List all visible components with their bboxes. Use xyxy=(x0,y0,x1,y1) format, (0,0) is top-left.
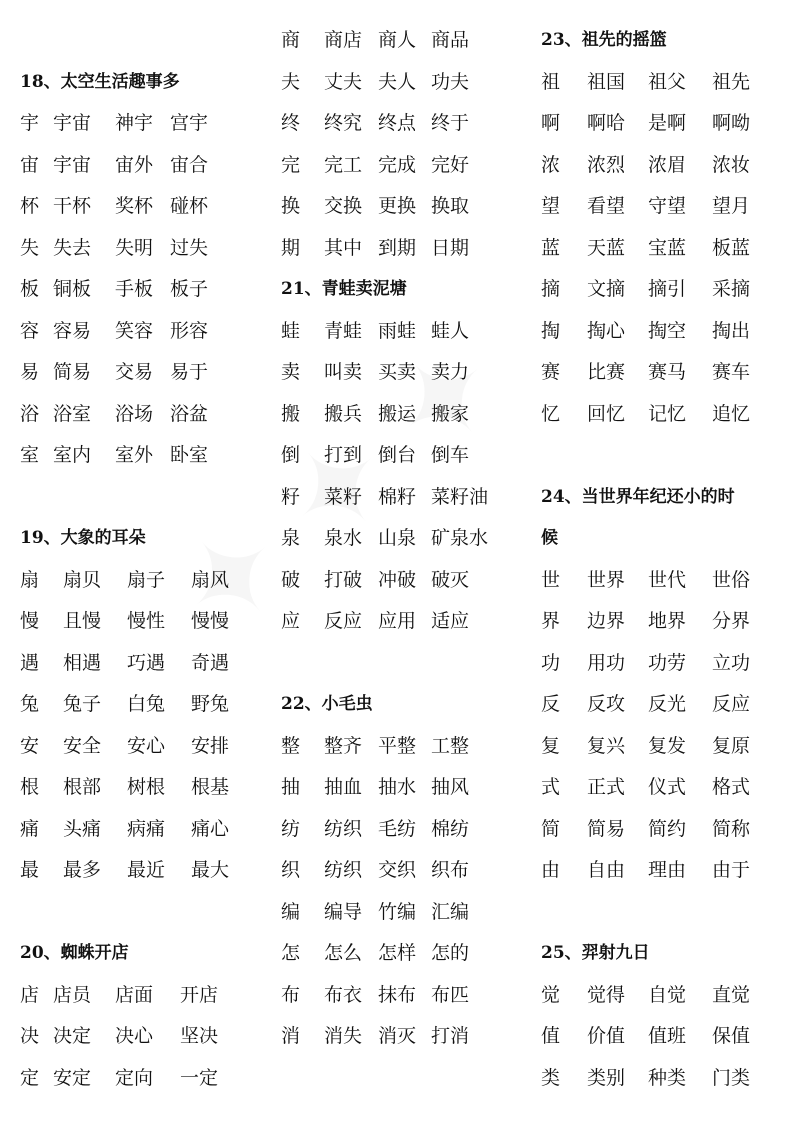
character: 定 xyxy=(20,1066,40,1089)
word: 祖先 xyxy=(712,70,751,93)
word: 仪式 xyxy=(648,776,687,798)
word: 根基 xyxy=(191,776,230,798)
character: 浓 xyxy=(541,153,561,176)
word: 值班 xyxy=(648,1025,687,1047)
word: 安全 xyxy=(63,734,102,757)
word: 守望 xyxy=(648,195,687,217)
word: 夫人 xyxy=(378,70,417,93)
word: 祖国 xyxy=(587,70,626,93)
word: 终究 xyxy=(324,112,363,134)
word: 开店 xyxy=(180,983,219,1006)
word: 慢慢 xyxy=(191,610,230,632)
character: 换 xyxy=(281,195,301,217)
word: 矿泉水 xyxy=(431,527,489,549)
word: 扇子 xyxy=(127,568,166,591)
word: 世界 xyxy=(587,568,626,591)
word: 由于 xyxy=(712,859,751,881)
word: 安心 xyxy=(127,734,166,757)
word: 树根 xyxy=(127,776,166,798)
character: 决 xyxy=(20,1025,40,1047)
word: 觉得 xyxy=(587,983,626,1006)
word: 打到 xyxy=(324,444,363,466)
character: 倒 xyxy=(281,444,301,466)
word: 怎样 xyxy=(378,942,417,964)
character: 消 xyxy=(281,1025,301,1047)
character: 赛 xyxy=(541,361,561,383)
word: 摘引 xyxy=(648,278,687,300)
word: 啊呦 xyxy=(712,112,751,134)
word: 室外 xyxy=(115,444,154,466)
word: 野兔 xyxy=(191,693,230,715)
character: 编 xyxy=(281,900,301,923)
character: 抽 xyxy=(281,776,301,798)
word: 简称 xyxy=(712,817,751,840)
character: 蓝 xyxy=(541,236,561,259)
word: 到期 xyxy=(378,236,417,259)
word: 终于 xyxy=(431,112,470,134)
character: 终 xyxy=(281,112,301,134)
word: 浓妆 xyxy=(712,153,751,176)
word: 掏空 xyxy=(648,319,687,342)
word: 商店 xyxy=(324,29,363,51)
word: 工整 xyxy=(431,734,470,757)
word: 消失 xyxy=(324,1025,363,1047)
word: 抽水 xyxy=(378,776,417,798)
word: 宇宙 xyxy=(53,112,92,134)
word: 分界 xyxy=(712,610,751,632)
word: 直觉 xyxy=(712,983,751,1006)
word: 是啊 xyxy=(648,112,687,134)
word: 看望 xyxy=(587,195,626,217)
word: 铜板 xyxy=(53,278,92,300)
word: 竹编 xyxy=(378,900,417,923)
word: 交换 xyxy=(324,195,363,217)
word: 店员 xyxy=(53,983,92,1006)
character: 望 xyxy=(541,195,561,217)
character: 失 xyxy=(20,236,40,259)
word: 打破 xyxy=(324,568,363,591)
word: 简约 xyxy=(648,817,687,840)
word: 望月 xyxy=(712,195,751,217)
word: 打消 xyxy=(431,1025,470,1047)
character: 痛 xyxy=(20,817,40,840)
character: 由 xyxy=(541,859,561,881)
word: 形容 xyxy=(170,319,209,342)
word: 理由 xyxy=(648,859,687,881)
word: 消灭 xyxy=(378,1025,417,1047)
word: 整齐 xyxy=(324,734,363,757)
word: 纺织 xyxy=(324,859,363,881)
character: 容 xyxy=(20,319,40,342)
word: 比赛 xyxy=(587,361,626,383)
word: 卖力 xyxy=(431,361,470,383)
word: 青蛙 xyxy=(324,319,363,342)
character: 板 xyxy=(20,278,40,300)
word: 怎么 xyxy=(324,942,363,964)
character: 掏 xyxy=(541,319,561,342)
word: 巧遇 xyxy=(127,651,166,674)
word: 毛纺 xyxy=(378,817,417,840)
character: 忆 xyxy=(541,402,561,425)
character: 值 xyxy=(541,1025,561,1047)
word: 追忆 xyxy=(712,402,751,425)
word: 倒台 xyxy=(378,444,417,466)
character: 简 xyxy=(541,817,561,840)
word: 世俗 xyxy=(712,568,751,591)
word: 宙外 xyxy=(115,153,154,176)
word: 复发 xyxy=(648,734,687,757)
character: 泉 xyxy=(281,527,301,549)
word: 功夫 xyxy=(431,70,470,93)
word: 室内 xyxy=(53,444,92,466)
word: 保值 xyxy=(712,1025,751,1047)
word: 浓眉 xyxy=(648,153,687,176)
word: 适应 xyxy=(431,610,470,632)
character: 最 xyxy=(20,859,40,881)
character: 扇 xyxy=(20,568,40,591)
character: 啊 xyxy=(541,112,561,134)
word: 坚决 xyxy=(180,1025,219,1047)
word: 简易 xyxy=(53,361,92,383)
word: 编导 xyxy=(324,900,363,923)
character: 破 xyxy=(281,568,301,591)
word: 痛心 xyxy=(191,817,230,840)
word: 掏心 xyxy=(587,319,626,342)
word: 定向 xyxy=(115,1066,154,1089)
word: 汇编 xyxy=(431,900,470,923)
word: 丈夫 xyxy=(324,70,363,93)
lesson-title: 18、太空生活趣事多 xyxy=(20,71,180,92)
word: 边界 xyxy=(587,610,626,632)
character: 卖 xyxy=(281,361,301,383)
word: 决定 xyxy=(53,1025,92,1047)
word: 世代 xyxy=(648,568,687,591)
word: 棉纺 xyxy=(431,817,470,840)
character: 纺 xyxy=(281,817,301,840)
word: 笑容 xyxy=(115,319,154,342)
word: 扇风 xyxy=(191,568,230,591)
word: 地界 xyxy=(648,610,687,632)
character: 遇 xyxy=(20,651,40,674)
word: 安定 xyxy=(53,1066,92,1089)
word: 宝蓝 xyxy=(648,236,687,259)
word: 织布 xyxy=(431,859,470,881)
character: 祖 xyxy=(541,70,561,93)
word: 病痛 xyxy=(127,817,166,840)
character: 蛙 xyxy=(281,319,301,342)
word: 最大 xyxy=(191,859,230,881)
word: 换取 xyxy=(431,195,470,217)
word: 完成 xyxy=(378,153,417,176)
word: 抽血 xyxy=(324,776,363,798)
word: 功劳 xyxy=(648,651,687,674)
character: 商 xyxy=(281,29,301,51)
word: 容易 xyxy=(53,319,92,342)
word: 种类 xyxy=(648,1066,687,1089)
character: 类 xyxy=(541,1066,561,1089)
word: 山泉 xyxy=(378,527,417,549)
word: 卧室 xyxy=(170,444,209,466)
character: 杯 xyxy=(20,195,40,217)
word: 搬运 xyxy=(378,402,417,425)
word: 碰杯 xyxy=(170,195,209,217)
word: 记忆 xyxy=(648,402,687,425)
character: 复 xyxy=(541,734,561,757)
word: 冲破 xyxy=(378,568,417,591)
word: 买卖 xyxy=(378,361,417,383)
character: 怎 xyxy=(281,942,301,964)
character: 兔 xyxy=(20,693,40,715)
word: 完好 xyxy=(431,153,470,176)
word: 泉水 xyxy=(324,527,363,549)
word: 抽风 xyxy=(431,776,470,798)
character: 期 xyxy=(281,236,301,259)
word: 菜籽油 xyxy=(431,485,489,508)
word: 白兔 xyxy=(127,693,166,715)
word: 易于 xyxy=(170,361,209,383)
character: 功 xyxy=(541,651,561,674)
word: 反攻 xyxy=(587,693,626,715)
word: 扇贝 xyxy=(63,568,102,591)
word: 掏出 xyxy=(712,319,751,342)
character: 店 xyxy=(20,983,40,1006)
word: 根部 xyxy=(63,776,102,798)
word: 天蓝 xyxy=(587,236,626,259)
word: 雨蛙 xyxy=(378,319,417,342)
word: 搬兵 xyxy=(324,402,363,425)
word: 反光 xyxy=(648,693,687,715)
word: 自觉 xyxy=(648,983,687,1006)
word: 最近 xyxy=(127,859,166,881)
word: 浓烈 xyxy=(587,153,626,176)
word: 抹布 xyxy=(378,983,417,1006)
word: 板蓝 xyxy=(712,236,751,259)
word: 搬家 xyxy=(431,402,470,425)
character: 世 xyxy=(541,568,561,591)
word: 自由 xyxy=(587,859,626,881)
word: 失去 xyxy=(53,236,92,259)
word: 失明 xyxy=(115,236,154,259)
word: 啊哈 xyxy=(587,112,626,134)
word: 应用 xyxy=(378,610,417,632)
word: 反应 xyxy=(324,610,363,632)
word: 交易 xyxy=(115,361,154,383)
character: 完 xyxy=(281,153,301,176)
character: 慢 xyxy=(20,610,40,632)
word: 奖杯 xyxy=(115,195,154,217)
character: 根 xyxy=(20,776,40,798)
word: 文摘 xyxy=(587,278,626,300)
word: 干杯 xyxy=(53,195,92,217)
word: 复兴 xyxy=(587,734,626,757)
character: 夫 xyxy=(281,70,301,93)
word: 头痛 xyxy=(63,817,102,840)
word: 反应 xyxy=(712,693,751,715)
word: 用功 xyxy=(587,651,626,674)
word: 怎的 xyxy=(431,942,470,964)
character: 摘 xyxy=(541,278,561,300)
character: 宇 xyxy=(20,112,40,134)
lesson-title: 22、小毛虫 xyxy=(281,694,373,714)
character: 织 xyxy=(281,859,301,881)
word: 浴场 xyxy=(115,402,154,425)
word: 更换 xyxy=(378,195,417,217)
character: 易 xyxy=(20,361,40,383)
word: 布衣 xyxy=(324,983,363,1006)
word: 简易 xyxy=(587,817,626,840)
character: 室 xyxy=(20,444,40,466)
word: 宙合 xyxy=(170,153,209,176)
word: 神宇 xyxy=(115,112,154,134)
word: 门类 xyxy=(712,1066,751,1089)
word: 浴盆 xyxy=(170,402,209,425)
character: 籽 xyxy=(281,485,301,508)
word: 宫宇 xyxy=(170,112,209,134)
word: 兔子 xyxy=(63,693,102,715)
word: 奇遇 xyxy=(191,651,230,674)
character: 搬 xyxy=(281,402,301,425)
word: 赛车 xyxy=(712,361,751,383)
word: 一定 xyxy=(180,1066,219,1089)
character: 布 xyxy=(281,983,301,1006)
word: 采摘 xyxy=(712,278,751,300)
word: 其中 xyxy=(324,236,363,259)
word: 立功 xyxy=(712,651,751,674)
character: 整 xyxy=(281,734,301,757)
word: 安排 xyxy=(191,734,230,757)
lesson-title: 25、羿射九日 xyxy=(541,943,650,963)
lesson-title: 候 xyxy=(541,528,558,548)
word: 格式 xyxy=(712,776,751,798)
word: 回忆 xyxy=(587,402,626,425)
word: 祖父 xyxy=(648,70,687,93)
word: 日期 xyxy=(431,236,470,259)
word: 倒车 xyxy=(431,444,470,466)
word: 慢性 xyxy=(127,610,166,632)
character: 觉 xyxy=(541,983,561,1006)
word: 宇宙 xyxy=(53,153,92,176)
character: 宙 xyxy=(20,153,40,176)
word: 完工 xyxy=(324,153,363,176)
word: 板子 xyxy=(170,278,209,300)
word: 决心 xyxy=(115,1025,154,1047)
word: 价值 xyxy=(587,1025,626,1047)
word: 纺织 xyxy=(324,817,363,840)
character: 浴 xyxy=(20,402,40,425)
word: 商品 xyxy=(431,29,470,51)
lesson-title: 20、蜘蛛开店 xyxy=(20,943,129,963)
lesson-title: 21、青蛙卖泥塘 xyxy=(281,279,407,299)
word: 店面 xyxy=(115,983,154,1006)
word: 棉籽 xyxy=(378,485,417,508)
word: 且慢 xyxy=(63,610,102,632)
word: 手板 xyxy=(115,278,154,300)
character: 式 xyxy=(541,776,561,798)
character: 界 xyxy=(541,610,561,632)
word: 商人 xyxy=(378,29,417,51)
word: 交织 xyxy=(378,859,417,881)
lesson-title: 24、当世界年纪还小的时 xyxy=(541,486,735,507)
character: 安 xyxy=(20,734,40,757)
word: 平整 xyxy=(378,734,417,757)
character: 应 xyxy=(281,610,301,632)
word: 布匹 xyxy=(431,983,470,1006)
word: 浴室 xyxy=(53,402,92,425)
word: 蛙人 xyxy=(431,319,470,342)
word: 菜籽 xyxy=(324,485,363,508)
character: 反 xyxy=(541,693,561,715)
word: 赛马 xyxy=(648,361,687,383)
word: 最多 xyxy=(63,859,102,881)
word: 类别 xyxy=(587,1066,626,1089)
word: 破灭 xyxy=(431,568,470,591)
word: 过失 xyxy=(170,236,209,259)
lesson-title: 23、祖先的摇篮 xyxy=(541,30,667,50)
word: 相遇 xyxy=(63,651,102,674)
word: 复原 xyxy=(712,734,751,757)
lesson-title: 19、大象的耳朵 xyxy=(20,528,146,548)
word: 正式 xyxy=(587,776,626,798)
word: 叫卖 xyxy=(324,361,363,383)
word: 终点 xyxy=(378,112,417,134)
